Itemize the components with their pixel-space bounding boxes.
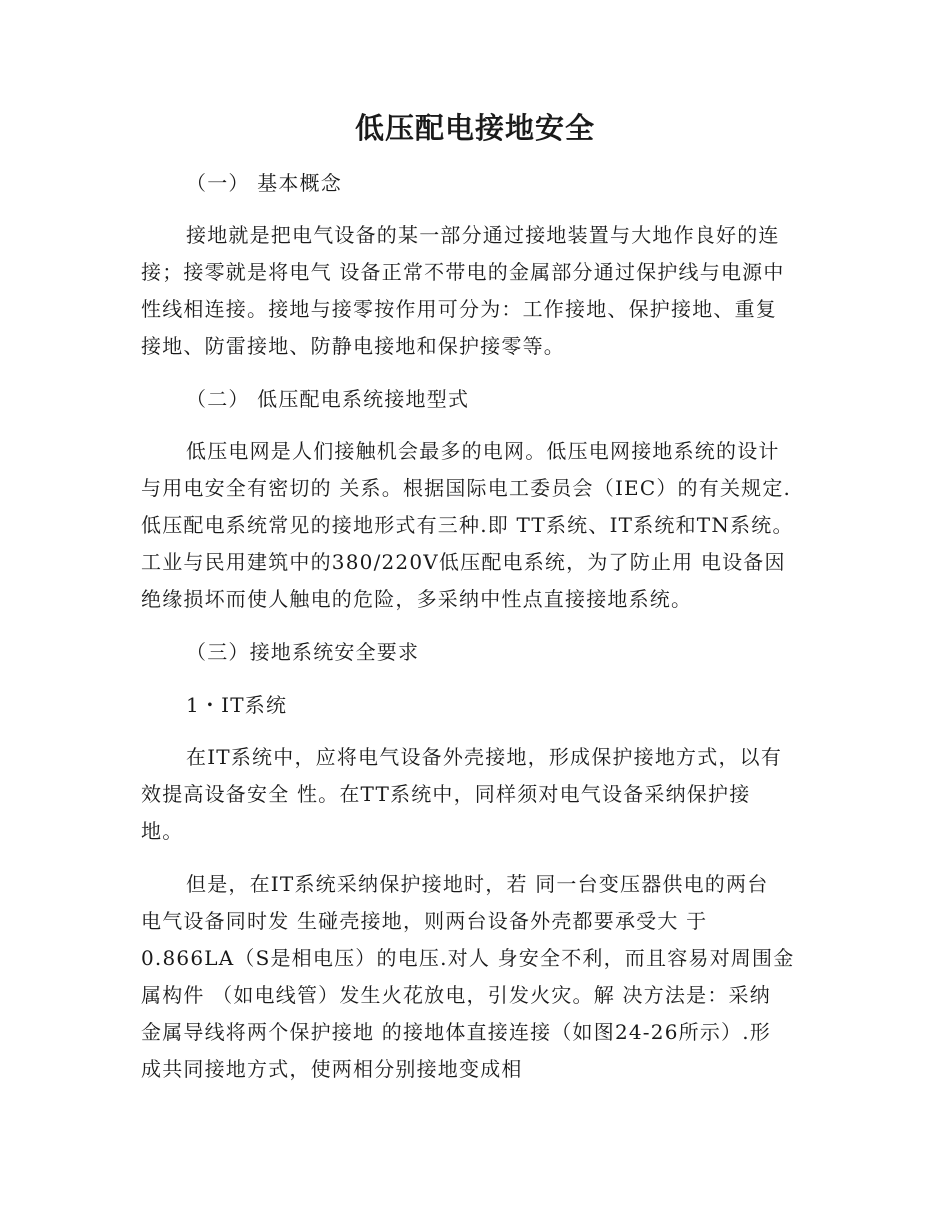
paragraph-line: 性线相连接。接地与接零按作用可分为：工作接地、保护接地、重复: [141, 297, 777, 321]
paragraph-line: 与用电安全有密切的 关系。根据国际电工委员会（IEC）的有关规定.: [141, 476, 792, 500]
section-heading-basic-concepts: （一） 基本概念: [186, 171, 342, 195]
paragraph-line: 接地、防雷接地、防静电接地和保护接零等。: [141, 334, 565, 358]
paragraph-line: 成共同接地方式，使两相分别接地变成相: [141, 1057, 523, 1081]
paragraph-line: 属构件 （如电线管）发生火花放电，引发火灾。解 决方法是：采纳: [141, 983, 771, 1007]
paragraph-line: 但是，在IT系统采纳保护接地时，若 同一台变压器供电的两台: [186, 872, 769, 896]
subsection-heading-it-system: 1・IT系统: [186, 693, 288, 717]
paragraph-line: 低压电网是人们接触机会最多的电网。低压电网接地系统的设计: [186, 439, 780, 463]
section-heading-grounding-types: （二） 低压配电系统接地型式: [186, 387, 470, 411]
paragraph-line: 电气设备同时发 生碰壳接地，则两台设备外壳都要承受大 于: [141, 909, 708, 933]
paragraph-line: 0.866LA（S是相电压）的电压.对人 身安全不利，而且容易对周围金: [141, 946, 795, 970]
paragraph-line: 接；接零就是将电气 设备正常不带电的金属部分通过保护线与电源中: [141, 260, 785, 284]
paragraph-line: 在IT系统中，应将电气设备外壳接地，形成保护接地方式，以有: [186, 745, 783, 769]
paragraph-line: 效提高设备安全 性。在TT系统中，同样须对电气设备采纳保护接: [141, 782, 751, 806]
paragraph-line: 金属导线将两个保护接地 的接地体直接连接（如图24-26所示）.形: [141, 1020, 771, 1044]
document-title: 低压配电接地安全: [354, 111, 595, 145]
paragraph-line: 低压配电系统常见的接地形式有三种.即 TT系统、IT系统和TN系统。: [141, 513, 794, 537]
paragraph-line: 地。: [141, 819, 184, 843]
paragraph-line: 绝缘损坏而使人触电的危险，多采纳中性点直接接地系统。: [141, 587, 693, 611]
section-heading-safety-requirements: （三）接地系统安全要求: [186, 640, 420, 664]
paragraph-line: 接地就是把电气设备的某一部分通过接地装置与大地作良好的连: [186, 223, 780, 247]
paragraph-line: 工业与民用建筑中的380/220V低压配电系统，为了防止用 电设备因: [141, 550, 786, 574]
